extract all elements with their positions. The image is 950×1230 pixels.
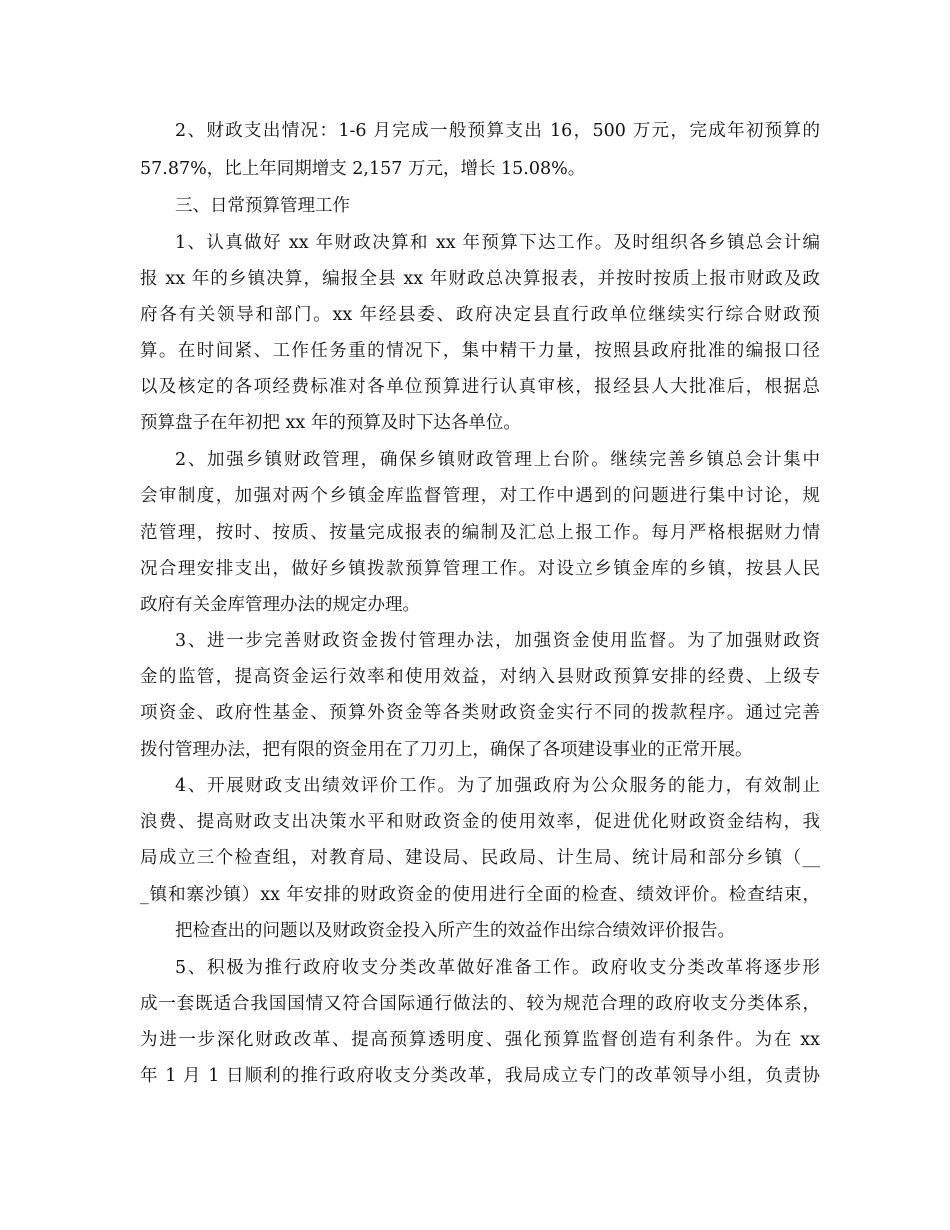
- text-line: 政府有关金库管理办法的规定办理。: [140, 595, 420, 615]
- text-line: 报 xx 年的乡镇决算，编报全县 xx 年财政总决算报表，并按时按质上报市财政及政: [140, 269, 820, 289]
- text-line: 1、认真做好 xx 年财政决算和 xx 年预算下达工作。及时组织各乡镇总会计编: [175, 233, 820, 253]
- section-heading: 三、日常预算管理工作: [175, 196, 350, 216]
- text-line: 况合理安排支出，做好乡镇拨款预算管理工作。对设立乡镇金库的乡镇，按县人民: [140, 559, 820, 579]
- text-line: 57.87%，比上年同期增支 2,157 万元，增长 15.08%。: [140, 159, 586, 179]
- text-line: 浪费、提高财政支出决策水平和财政资金的使用效率，促进优化财政资金结构，我: [140, 812, 820, 832]
- text-line: _镇和寨沙镇）xx 年安排的财政资金的使用进行全面的检查、绩效评价。检查结束，: [140, 885, 820, 905]
- text-line: 金的监管，提高资金运行效率和使用效益，对纳入县财政预算安排的经费、上级专: [140, 667, 820, 687]
- text-line: 成一套既适合我国国情又符合国际通行做法的、较为规范合理的政府收支分类体系，: [140, 994, 820, 1014]
- text-line: 项资金、政府性基金、预算外资金等各类财政资金实行不同的拨款程序。通过完善: [140, 703, 820, 723]
- text-line: 会审制度，加强对两个乡镇金库监督管理，对工作中遇到的问题进行集中讨论，规: [140, 486, 820, 506]
- text-line: 预算盘子在年初把 xx 年的预算及时下达各单位。: [140, 413, 521, 433]
- text-line: 府各有关领导和部门。xx 年经县委、政府决定县直行政单位继续实行综合财政预: [140, 305, 820, 325]
- text-line: 局成立三个检查组，对教育局、建设局、民政局、计生局、统计局和部分乡镇（__: [140, 848, 820, 868]
- text-line: 把检查出的问题以及财政资金投入所产生的效益作出综合绩效评价报告。: [175, 921, 735, 941]
- text-line: 算。在时间紧、工作任务重的情况下，集中精干力量，按照县政府批准的编报口径: [140, 341, 820, 361]
- text-line: 为进一步深化财政改革、提高预算透明度、强化预算监督创造有利条件。为在 xx: [140, 1030, 820, 1050]
- text-line: 年 1 月 1 日顺利的推行政府收支分类改革，我局成立专门的改革领导小组，负责协: [140, 1066, 820, 1086]
- text-line: 4、开展财政支出绩效评价工作。为了加强政府为公众服务的能力，有效制止: [175, 776, 820, 796]
- text-line: 拨付管理办法，把有限的资金用在了刀刃上，确保了各项建设事业的正常开展。: [140, 740, 753, 760]
- text-line: 2、财政支出情况：1-6 月完成一般预算支出 16，500 万元，完成年初预算的: [175, 121, 820, 141]
- text-line: 以及核定的各项经费标准对各单位预算进行认真审核，报经县人大批准后，根据总: [140, 377, 820, 397]
- text-line: 2、加强乡镇财政管理，确保乡镇财政管理上台阶。继续完善乡镇总会计集中: [175, 450, 820, 470]
- text-line: 3、进一步完善财政资金拨付管理办法，加强资金使用监督。为了加强财政资: [175, 631, 820, 651]
- text-line: 范管理，按时、按质、按量完成报表的编制及汇总上报工作。每月严格根据财力情: [140, 523, 820, 543]
- text-line: 5、积极为推行政府收支分类改革做好准备工作。政府收支分类改革将逐步形: [175, 958, 820, 978]
